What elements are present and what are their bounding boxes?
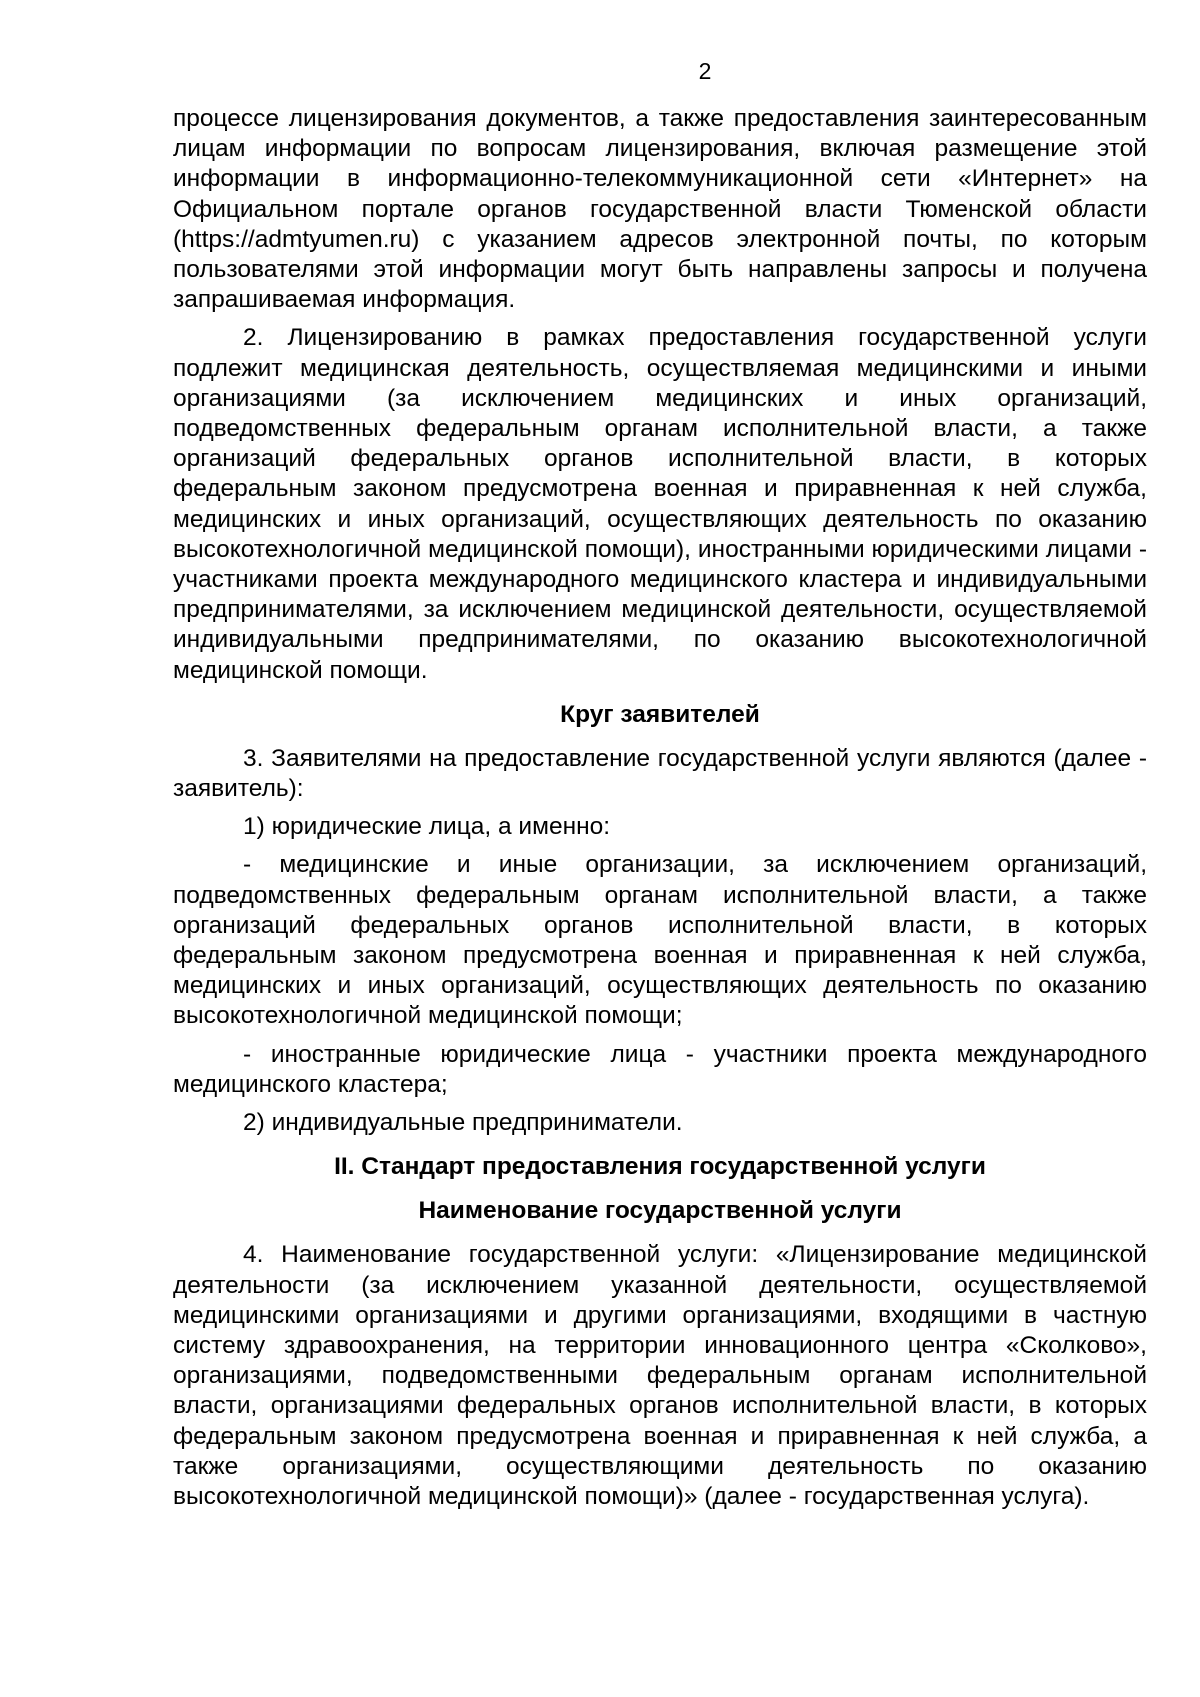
paragraph-medical-organizations: - медицинские и иные организации, за исключением организаций, подведомственных федеральным органам исполнительной власти, а также организаций федеральных органов исполнительной власти, в которых федеральным законом предусмотрена военная и приравненная к ней служба, медицинских и иных организаций, осуществляющих деятельность по оказанию высокотехнологичной медицинской помощи; — [173, 851, 1147, 1030]
paragraph-legal-entities: 1) юридические лица, а именно: — [243, 813, 611, 841]
heading-service-name: Наименование государственной услуги — [418, 1197, 902, 1225]
paragraph-4-service-name: 4. Наименование государственной услуги: «Лицензирование медицинской деятельности (за исключением указанной деятельности, осуществляемой медицинскими организациями и другими организациями, входящими в частную систему здравоохранения, на территории инновационного центра «Сколково», организациями, подведомственными федеральным органам исполнительной власти, организациями федеральных органов исполнительной власти, в которых федеральным законом предусмотрена военная и приравненная к ней служба, а также организациями, осуществляющими деятельность по оказанию высокотехнологичной медицинской помощи)» (далее - государственная услуга). — [173, 1241, 1147, 1510]
heading-section-ii-standard: II. Стандарт предоставления государственной услуги — [334, 1153, 986, 1181]
paragraph-individual-entrepreneurs: 2) индивидуальные предприниматели. — [243, 1109, 683, 1137]
page-number: 2 — [698, 58, 712, 84]
paragraph-foreign-entities: - иностранные юридические лица - участники проекта международного медицинского кластера; — [173, 1040, 1147, 1098]
heading-applicants: Круг заявителей — [560, 700, 760, 728]
paragraph-licensing-info-continuation: процессе лицензирования документов, а также предоставления заинтересованным лицам информации по вопросам лицензирования, включая размещение этой информации в информационно-телекоммуникационной сети «Интернет» на Официальном портале органов государственной власти Тюменской области (https://admtyumen.ru) с указанием адресов электронной почты, по которым пользователями этой информации могут быть направлены запросы и получена запрашиваемая информация. — [173, 105, 1147, 314]
paragraph-3-applicants: 3. Заявителями на предоставление государственной услуги являются (далее - заявитель): — [173, 744, 1147, 803]
paragraph-2-licensed-activity: 2. Лицензированию в рамках предоставления государственной услуги подлежит медицинская деятельность, осуществляемая медицинскими и иными организациями (за исключением медицинских и иных организаций, подведомственных федеральным органам исполнительной власти, а также организаций федеральных органов исполнительной власти, в которых федеральным законом предусмотрена военная и приравненная к ней служба, медицинских и иных организаций, осуществляющих деятельность по оказанию высокотехнологичной медицинской помощи), иностранными юридическими лицами - участниками проекта международного медицинского кластера и индивидуальными предпринимателями, за исключением медицинской деятельности, осуществляемой индивидуальными предпринимателями, по оказанию высокотехнологичной медицинской помощи. — [173, 324, 1147, 684]
